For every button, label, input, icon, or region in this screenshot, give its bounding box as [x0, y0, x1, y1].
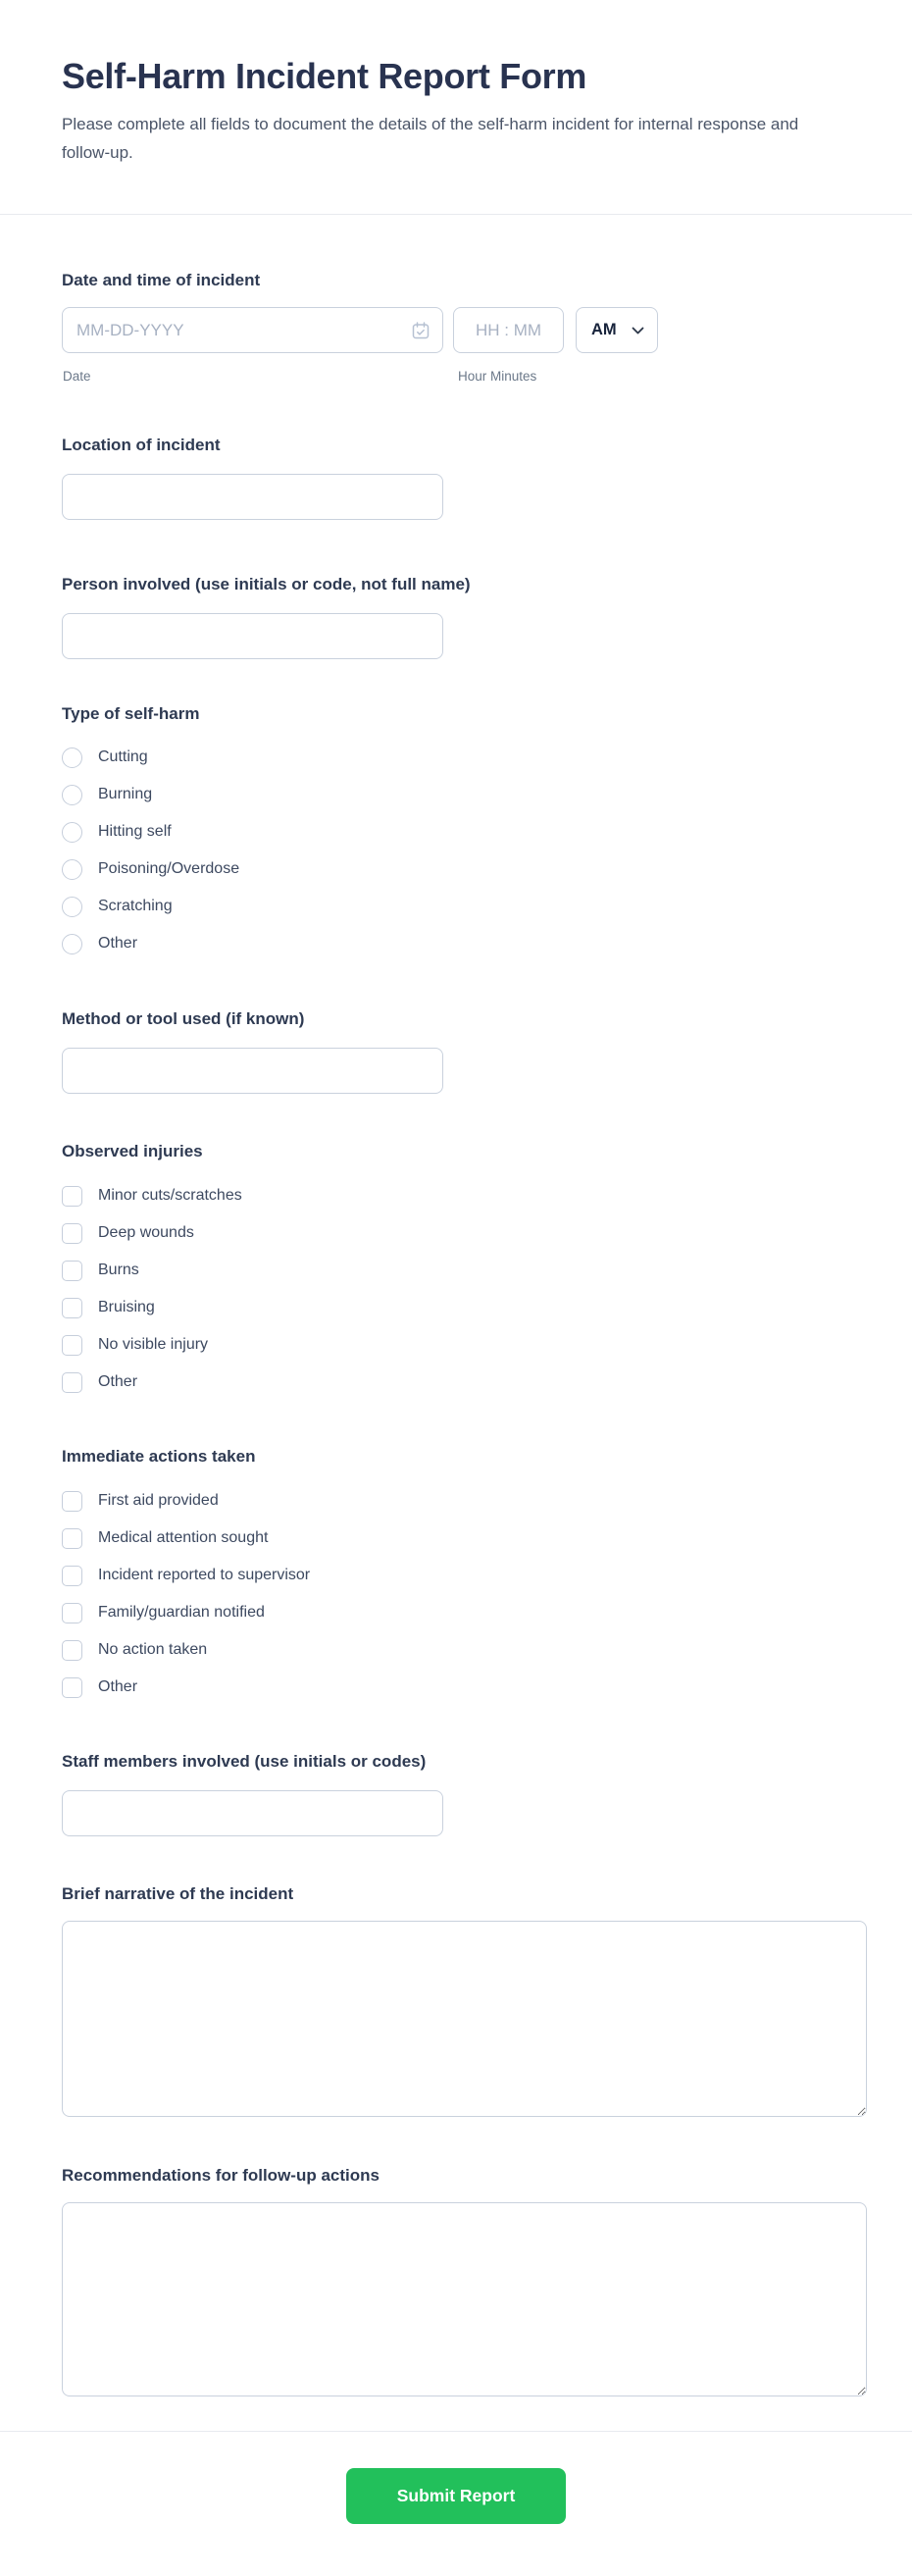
- actions-options: [62, 1487, 867, 1701]
- checkbox-reported-supervisor[interactable]: [62, 1566, 82, 1586]
- recommendations-textarea[interactable]: [62, 2202, 867, 2396]
- radio-label-poisoning-overdose[interactable]: Poisoning/Overdose: [98, 860, 240, 877]
- checkbox-other-action[interactable]: [62, 1677, 82, 1698]
- radio-scratching[interactable]: [62, 897, 82, 917]
- method-input[interactable]: [62, 1048, 443, 1094]
- meridiem-select[interactable]: [576, 307, 658, 353]
- checkbox-label-no-action[interactable]: No action taken: [98, 1641, 208, 1658]
- checkbox-label-medical-attention[interactable]: Medical attention sought: [98, 1529, 269, 1546]
- method-label: Method or tool used (if known): [62, 1009, 305, 1028]
- form-header: [0, 0, 912, 167]
- checkbox-row-medical-attention[interactable]: [62, 1524, 867, 1552]
- checkbox-row-minor-cuts[interactable]: [62, 1182, 867, 1210]
- radio-cutting[interactable]: [62, 747, 82, 768]
- person-input[interactable]: [62, 613, 443, 659]
- radio-row-poisoning-overdose[interactable]: [62, 855, 867, 883]
- radio-row-scratching[interactable]: [62, 893, 867, 920]
- radio-row-burning[interactable]: [62, 781, 867, 808]
- checkbox-label-family-notified[interactable]: Family/guardian notified: [98, 1604, 265, 1621]
- date-sublabel: Date: [63, 369, 91, 384]
- meridiem-value: AM: [591, 321, 617, 338]
- radio-hitting-self[interactable]: [62, 822, 82, 843]
- checkbox-bruising[interactable]: [62, 1298, 82, 1318]
- checkbox-minor-cuts[interactable]: [62, 1186, 82, 1207]
- group-self-harm-type: [62, 703, 867, 957]
- checkbox-label-other-injury[interactable]: Other: [98, 1373, 138, 1390]
- checkbox-row-burns[interactable]: [62, 1257, 867, 1284]
- group-location: [62, 435, 867, 520]
- checkbox-other-injury[interactable]: [62, 1372, 82, 1393]
- checkbox-deep-wounds[interactable]: [62, 1223, 82, 1244]
- checkbox-row-no-action[interactable]: [62, 1636, 867, 1664]
- group-person: [62, 574, 867, 659]
- self-harm-type-label: Type of self-harm: [62, 704, 200, 723]
- radio-label-hitting-self[interactable]: Hitting self: [98, 823, 172, 840]
- checkbox-row-no-visible-injury[interactable]: [62, 1331, 867, 1359]
- staff-input[interactable]: [62, 1790, 443, 1836]
- datetime-sublabels: [62, 368, 867, 385]
- time-input[interactable]: [453, 307, 564, 353]
- footer-divider: [0, 2431, 912, 2432]
- group-injuries: [62, 1141, 867, 1396]
- date-input[interactable]: [62, 307, 443, 353]
- checkbox-row-other-action[interactable]: [62, 1674, 867, 1701]
- checkbox-row-bruising[interactable]: [62, 1294, 867, 1321]
- checkbox-medical-attention[interactable]: [62, 1528, 82, 1549]
- date-field-wrap: [62, 307, 443, 353]
- checkbox-no-action[interactable]: [62, 1640, 82, 1661]
- staff-label: Staff members involved (use initials or codes): [62, 1752, 427, 1771]
- group-recommendations: [62, 2165, 867, 2396]
- radio-label-burning[interactable]: Burning: [98, 786, 153, 802]
- checkbox-row-other-injury[interactable]: [62, 1368, 867, 1396]
- checkbox-label-deep-wounds[interactable]: Deep wounds: [98, 1224, 194, 1241]
- radio-row-other-type[interactable]: [62, 930, 867, 957]
- radio-label-other-type[interactable]: Other: [98, 935, 138, 952]
- checkbox-label-bruising[interactable]: Bruising: [98, 1299, 155, 1315]
- location-label: Location of incident: [62, 436, 221, 454]
- checkbox-label-other-action[interactable]: Other: [98, 1678, 138, 1695]
- group-datetime: [62, 270, 867, 385]
- injuries-options: [62, 1182, 867, 1396]
- checkbox-label-reported-supervisor[interactable]: Incident reported to supervisor: [98, 1567, 311, 1583]
- group-staff: [62, 1751, 867, 1836]
- page-title: Self-Harm Incident Report Form: [62, 56, 587, 96]
- narrative-label: Brief narrative of the incident: [62, 1884, 294, 1903]
- radio-poisoning-overdose[interactable]: [62, 859, 82, 880]
- checkbox-row-reported-supervisor[interactable]: [62, 1562, 867, 1589]
- group-method: [62, 1008, 867, 1094]
- group-actions: [62, 1446, 867, 1701]
- radio-row-hitting-self[interactable]: [62, 818, 867, 846]
- checkbox-no-visible-injury[interactable]: [62, 1335, 82, 1356]
- time-sublabel: Hour Minutes: [458, 369, 537, 384]
- narrative-textarea[interactable]: [62, 1921, 867, 2117]
- radio-other-type[interactable]: [62, 934, 82, 954]
- location-input[interactable]: [62, 474, 443, 520]
- checkbox-family-notified[interactable]: [62, 1603, 82, 1623]
- header-divider: [0, 214, 912, 215]
- submit-report-button[interactable]: Submit Report: [346, 2468, 566, 2524]
- checkbox-label-burns[interactable]: Burns: [98, 1262, 139, 1278]
- radio-label-scratching[interactable]: Scratching: [98, 898, 173, 914]
- self-harm-type-options: [62, 744, 867, 957]
- checkbox-label-first-aid[interactable]: First aid provided: [98, 1492, 219, 1509]
- datetime-label: Date and time of incident: [62, 271, 261, 289]
- recommendations-label: Recommendations for follow-up actions: [62, 2166, 380, 2185]
- checkbox-label-minor-cuts[interactable]: Minor cuts/scratches: [98, 1187, 242, 1204]
- checkbox-row-deep-wounds[interactable]: [62, 1219, 867, 1247]
- datetime-inputs-row: [62, 307, 867, 353]
- radio-row-cutting[interactable]: [62, 744, 867, 771]
- checkbox-row-family-notified[interactable]: [62, 1599, 867, 1626]
- checkbox-burns[interactable]: [62, 1261, 82, 1281]
- form-body: [0, 270, 912, 2396]
- page-subtitle: Please complete all fields to document the details of the self-harm incident for internal response and follow-up.: [62, 115, 799, 162]
- checkbox-label-no-visible-injury[interactable]: No visible injury: [98, 1336, 209, 1353]
- actions-label: Immediate actions taken: [62, 1447, 256, 1466]
- radio-burning[interactable]: [62, 785, 82, 805]
- chevron-down-icon: [632, 327, 644, 335]
- group-narrative: [62, 1883, 867, 2117]
- injuries-label: Observed injuries: [62, 1142, 203, 1160]
- checkbox-first-aid[interactable]: [62, 1491, 82, 1512]
- person-label: Person involved (use initials or code, not full name): [62, 575, 471, 593]
- checkbox-row-first-aid[interactable]: [62, 1487, 867, 1515]
- radio-label-cutting[interactable]: Cutting: [98, 748, 148, 765]
